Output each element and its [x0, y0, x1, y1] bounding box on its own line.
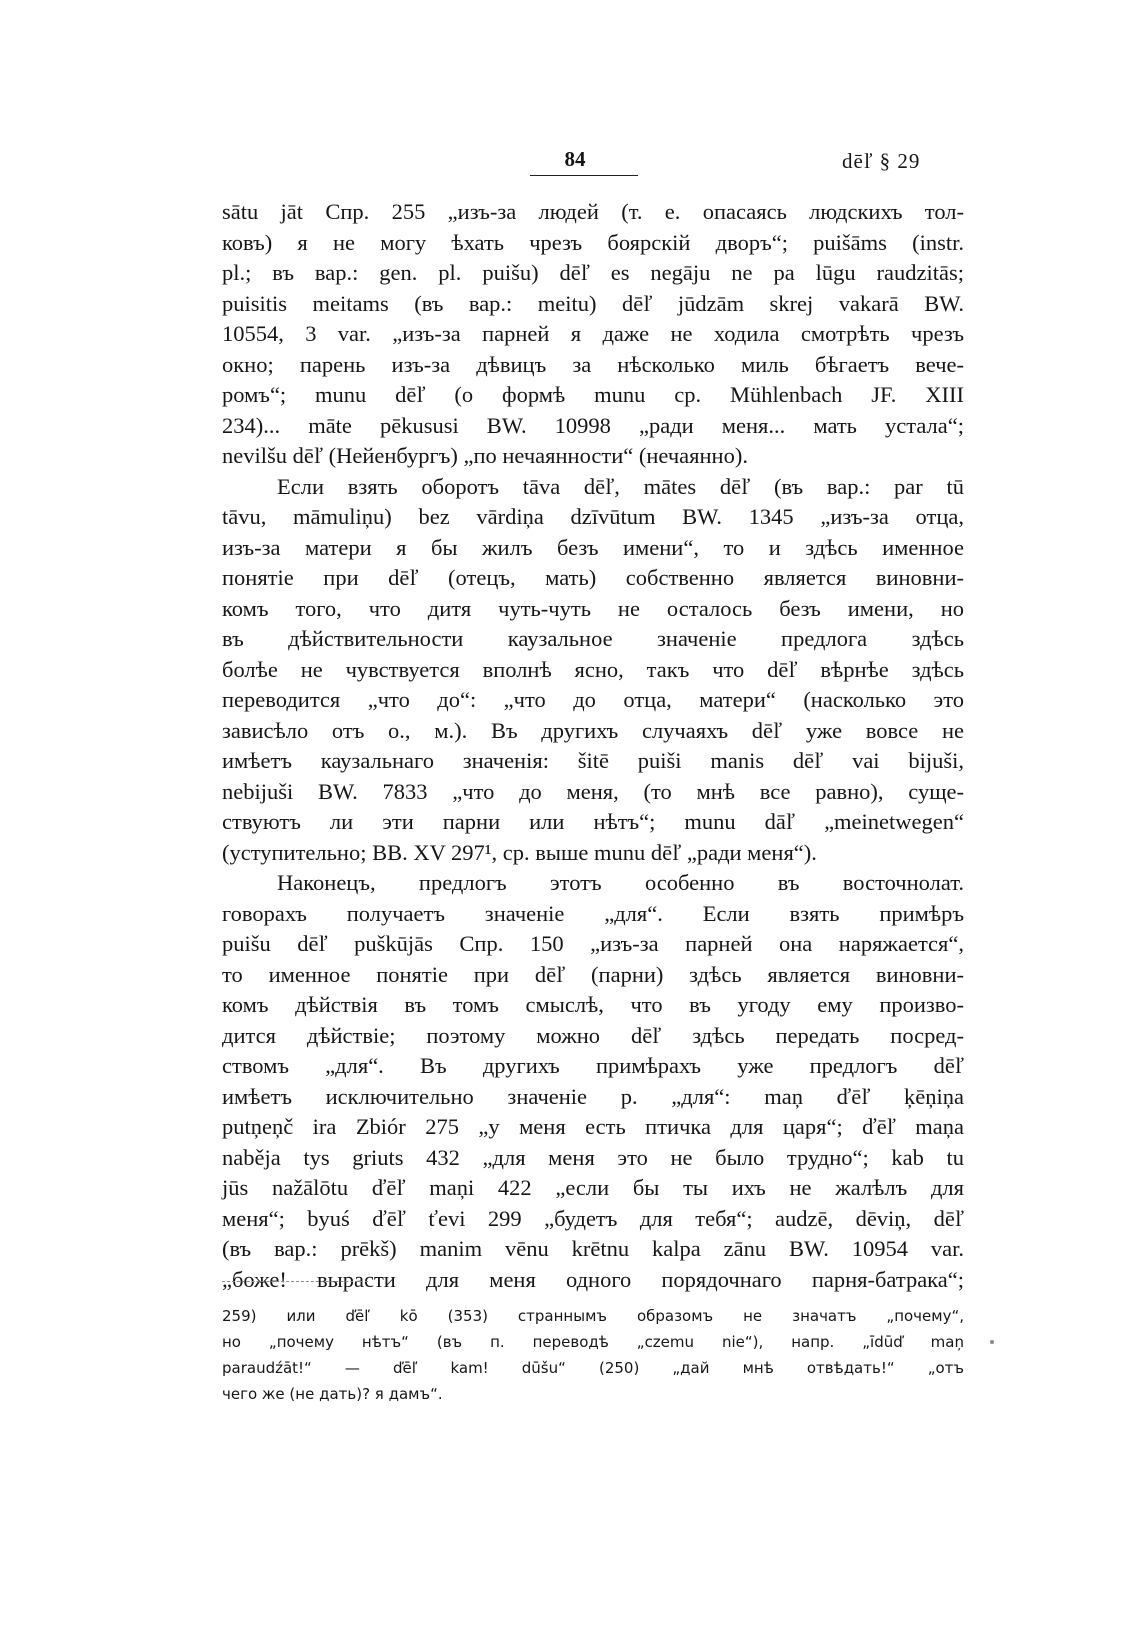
footnote-line: paraudźāt!“ — ďēľ kam! dūšu“ (250) „дай мнѣ отвѣдать!“ „отъ: [222, 1359, 964, 1377]
body-line: говорахъ получаетъ значеніе „для“. Если взять примѣръ: [222, 900, 964, 926]
body-line: jūs nažālōtu ďēľ maņi 422 „если бы ты ихъ не жалѣлъ для: [222, 1175, 964, 1200]
body-line: дится дѣйствіе; поэтому можно dēľ здѣсь передать посред-: [222, 1022, 964, 1048]
body-line: 10554, 3 var. „изъ-за парней я даже не ходила смотрѣть чрезъ: [222, 321, 964, 346]
footnote-line: но „почему нѣтъ“ (въ п. переводѣ „czemu nie“), напр. „īdūď maņ: [222, 1333, 964, 1351]
body-line: puisitis meitams (въ вар.: meitu) dēľ jūdzām skrej vakarā BW.: [222, 290, 964, 316]
body-line: 234)... māte pēkususi BW. 10998 „ради меня... мать устала“;: [222, 412, 964, 438]
body-line: болѣе не чувствуется вполнѣ ясно, такъ что dēľ вѣрнѣе здѣсь: [222, 656, 964, 682]
page-number-rule: [530, 175, 638, 176]
body-line: nevilšu dēľ (Нейенбургъ) „по нечаянности“ (нечаянно).: [222, 443, 748, 468]
running-head: [0, 145, 1140, 179]
body-line: имѣетъ исключительно значеніе р. „для“: maņ ďēľ ķēņiņa: [222, 1083, 964, 1109]
footnote-line: чего же (не дать)? я дамъ“.: [222, 1385, 443, 1403]
body-line: „боже! вырасти для меня одного порядочнаго парня-батрака“;: [222, 1266, 964, 1292]
page-number: 84: [564, 147, 586, 171]
body-line: понятіе при dēľ (отецъ, мать) собственно является виновни-: [222, 565, 964, 590]
body-line: naběja tys griuts 432 „для меня это не было трудно“; kab tu: [222, 1144, 964, 1170]
body-line: имѣетъ каузальнаго значенія: šitē puiši manis dēľ vai bijuši,: [222, 748, 964, 773]
body-line: комъ того, что дитя чуть-чуть не осталось безъ имени, но: [222, 595, 964, 621]
body-line: sātu jāt Спр. 255 „изъ-за людей (т. е. опасаясь людскихъ тол-: [222, 199, 964, 224]
body-line: nebijuši BW. 7833 „что до меня, (то мнѣ все равно), суще-: [222, 778, 964, 804]
body-line: (уступительно; BB. XV 297¹, ср. выше munu dēľ „ради меня“).: [222, 839, 817, 865]
footnote-line: 259) или ďēľ kō (353) страннымъ образомъ не значатъ „почему“,: [222, 1307, 964, 1325]
footnote-separator: [222, 1281, 368, 1282]
body-line: ствомъ „для“. Въ другихъ примѣрахъ уже предлогъ dēľ: [222, 1053, 964, 1078]
body-line: tāvu, māmuliņu) bez vārdiņa dzīvūtum BW. 1345 „изъ-за отца,: [222, 504, 964, 529]
body-line: окно; парень изъ-за дѣвицъ за нѣсколько миль бѣгаетъ вече-: [222, 351, 964, 377]
body-line: puišu dēľ puškūjās Спр. 150 „изъ-за парней она наряжается“,: [222, 931, 964, 956]
body-line: зависѣло отъ о., м.). Въ другихъ случаяхъ dēľ уже вовсе не: [222, 717, 964, 743]
running-title: dēľ § 29: [842, 149, 921, 173]
body-line: то именное понятіе при dēľ (парни) здѣсь является виновни-: [222, 961, 964, 987]
body-line: Если взять оборотъ tāva dēľ, mātes dēľ (въ вар.: par tū: [277, 473, 964, 499]
footnotes: [222, 1303, 964, 1407]
body-line: изъ-за матери я бы жилъ безъ имени“, то и здѣсь именное: [222, 534, 964, 560]
body-line: pl.; въ вар.: gen. pl. puišu) dēľ es negāju ne pa lūgu raudzitās;: [222, 260, 964, 285]
body-line: ствуютъ ли эти парни или нѣтъ“; munu dāľ „meinetwegen“: [222, 809, 964, 834]
print-speck: [990, 1340, 994, 1344]
body-line: ромъ“; munu dēľ (о формѣ munu ср. Mühlenbach JF. XIII: [222, 382, 964, 407]
body-line: комъ дѣйствія въ томъ смыслѣ, что въ угоду ему произво-: [222, 992, 964, 1017]
body-text: [222, 197, 964, 1295]
body-line: ковъ) я не могу ѣхать чрезъ боярскій дворъ“; puišāms (instr.: [222, 229, 964, 255]
body-line: въ дѣйствительности каузальное значеніе предлога здѣсь: [222, 626, 964, 651]
body-line: Наконецъ, предлогъ этотъ особенно въ восточнолат.: [277, 870, 964, 895]
body-line: putņeņč ira Zbiór 275 „у меня есть птичка для царя“; ďēľ maņa: [222, 1114, 964, 1139]
body-line: (въ вар.: prēkš) manim vēnu krētnu kalpa zānu BW. 10954 var.: [222, 1236, 964, 1261]
body-line: переводится „что до“: „что до отца, матери“ (насколько это: [222, 687, 964, 712]
body-line: меня“; byuś ďēľ ťevi 299 „будетъ для тебя“; audzē, dēviņ, dēľ: [222, 1205, 964, 1231]
